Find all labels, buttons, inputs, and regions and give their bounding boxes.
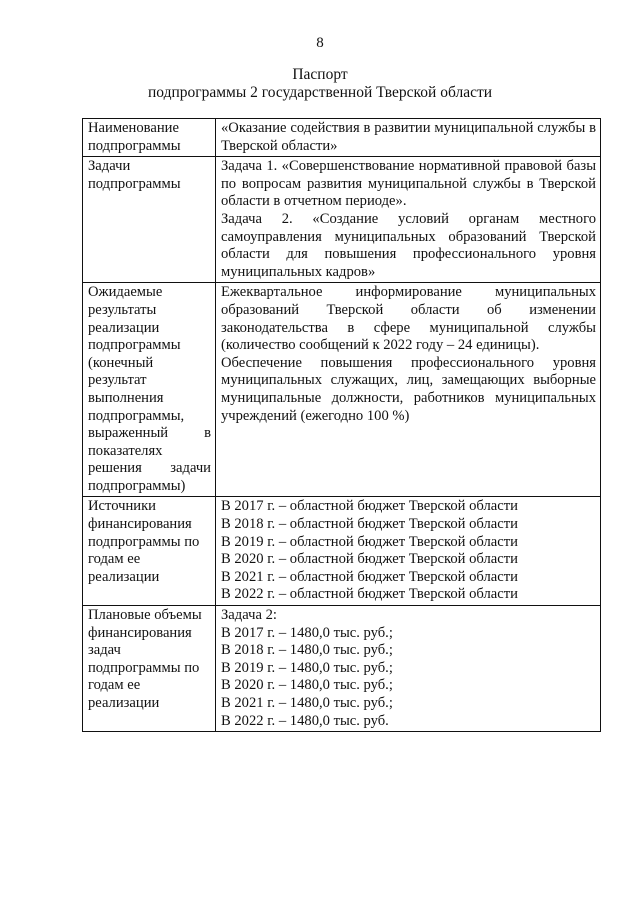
funding-amount-line: В 2022 г. – 1480,0 тыс. руб. xyxy=(221,712,389,729)
label-line: подпрограммы по xyxy=(88,533,200,550)
table-row xyxy=(83,283,601,497)
label-line: решения задачи xyxy=(88,460,211,477)
funding-source-line: В 2020 г. – областной бюджет Тверской области xyxy=(221,551,518,568)
passport-table xyxy=(82,118,601,732)
row-value xyxy=(216,119,601,157)
page-number: 8 xyxy=(316,35,324,51)
label-line: Задачи xyxy=(88,158,131,175)
document-title xyxy=(0,66,640,102)
label-line: задач xyxy=(88,642,121,659)
label-line: подпрограммы, xyxy=(88,407,185,424)
funding-source-line: В 2019 г. – областной бюджет Тверской области xyxy=(221,533,518,550)
funding-amount-line: В 2021 г. – 1480,0 тыс. руб.; xyxy=(221,695,393,711)
funding-source-line: В 2022 г. – областной бюджет Тверской области xyxy=(221,586,518,603)
table-row xyxy=(83,119,601,157)
funding-amount-line: В 2019 г. – 1480,0 тыс. руб.; xyxy=(221,659,393,676)
label-line: Ожидаемые xyxy=(88,284,163,301)
label-line: подпрограммы xyxy=(88,337,181,354)
label-line: годам ее xyxy=(88,551,141,568)
table-row xyxy=(83,497,601,606)
label-line: (конечный xyxy=(88,354,154,371)
label-line: финансирования xyxy=(88,624,192,641)
label-line: реализации xyxy=(88,568,160,585)
row-label xyxy=(83,606,216,732)
label-line: Наименование xyxy=(88,120,179,136)
label-line: финансирования xyxy=(88,516,192,533)
label-line: результат xyxy=(88,372,147,389)
value-paragraph: Задача 2. «Создание условий органам местного самоуправления муниципальных образований Тверской области для повышения профессионального уровня муниципальных кадров» xyxy=(221,210,596,280)
funding-amount-line: Задача 2: xyxy=(221,607,277,624)
value-paragraph: «Оказание содействия в развитии муниципальной службы в Тверской области» xyxy=(221,120,596,154)
row-label xyxy=(83,497,216,606)
funding-source-line: В 2018 г. – областной бюджет Тверской области xyxy=(221,516,518,533)
value-paragraph: Задача 1. «Совершенствование нормативной правовой базы по вопросам развития муниципальной службы в Тверской области в отчетном периоде». xyxy=(221,158,596,210)
label-line: подпрограммы xyxy=(88,175,181,192)
label-line: выраженный в xyxy=(88,425,211,442)
funding-source-line: В 2017 г. – областной бюджет Тверской области xyxy=(221,498,518,515)
row-label xyxy=(83,119,216,157)
label-line: реализации xyxy=(88,319,160,336)
funding-amount-line: В 2018 г. – 1480,0 тыс. руб.; xyxy=(221,642,393,659)
row-value xyxy=(216,497,601,606)
row-value xyxy=(216,283,601,497)
row-label xyxy=(83,157,216,283)
label-line: подпрограммы по xyxy=(88,659,200,676)
label-line: подпрограммы) xyxy=(88,477,186,494)
label-line: реализации xyxy=(88,695,160,711)
funding-amount-line: В 2020 г. – 1480,0 тыс. руб.; xyxy=(221,677,393,694)
label-line: выполнения xyxy=(88,389,164,406)
row-value xyxy=(216,157,601,283)
row-label xyxy=(83,283,216,497)
funding-source-line: В 2021 г. – областной бюджет Тверской области xyxy=(221,568,518,585)
label-line: результаты xyxy=(88,301,157,318)
table-row xyxy=(83,157,601,283)
label-line: подпрограммы xyxy=(88,137,181,154)
label-line: показателях xyxy=(88,442,163,459)
funding-amount-line: В 2017 г. – 1480,0 тыс. руб.; xyxy=(221,624,393,641)
row-value xyxy=(216,606,601,732)
value-paragraph: Обеспечение повышения профессионального уровня муниципальных служащих, лиц, замещающих выборные муниципальные должности, работников муниципальных учреждений (ежегодно 100 %) xyxy=(221,354,596,424)
label-line: годам ее xyxy=(88,677,141,694)
label-line: Плановые объемы xyxy=(88,607,202,624)
title-line-2: подпрограммы 2 государственной Тверской области xyxy=(147,84,493,101)
label-line: Источники xyxy=(88,498,156,515)
title-line-1: Паспорт xyxy=(292,66,348,83)
value-paragraph: Ежеквартальное информирование муниципальных образований Тверской области об изменении законодательства в сфере муниципальной службы (количество сообщений к 2022 году – 24 единицы). xyxy=(221,284,596,354)
table-row xyxy=(83,606,601,732)
